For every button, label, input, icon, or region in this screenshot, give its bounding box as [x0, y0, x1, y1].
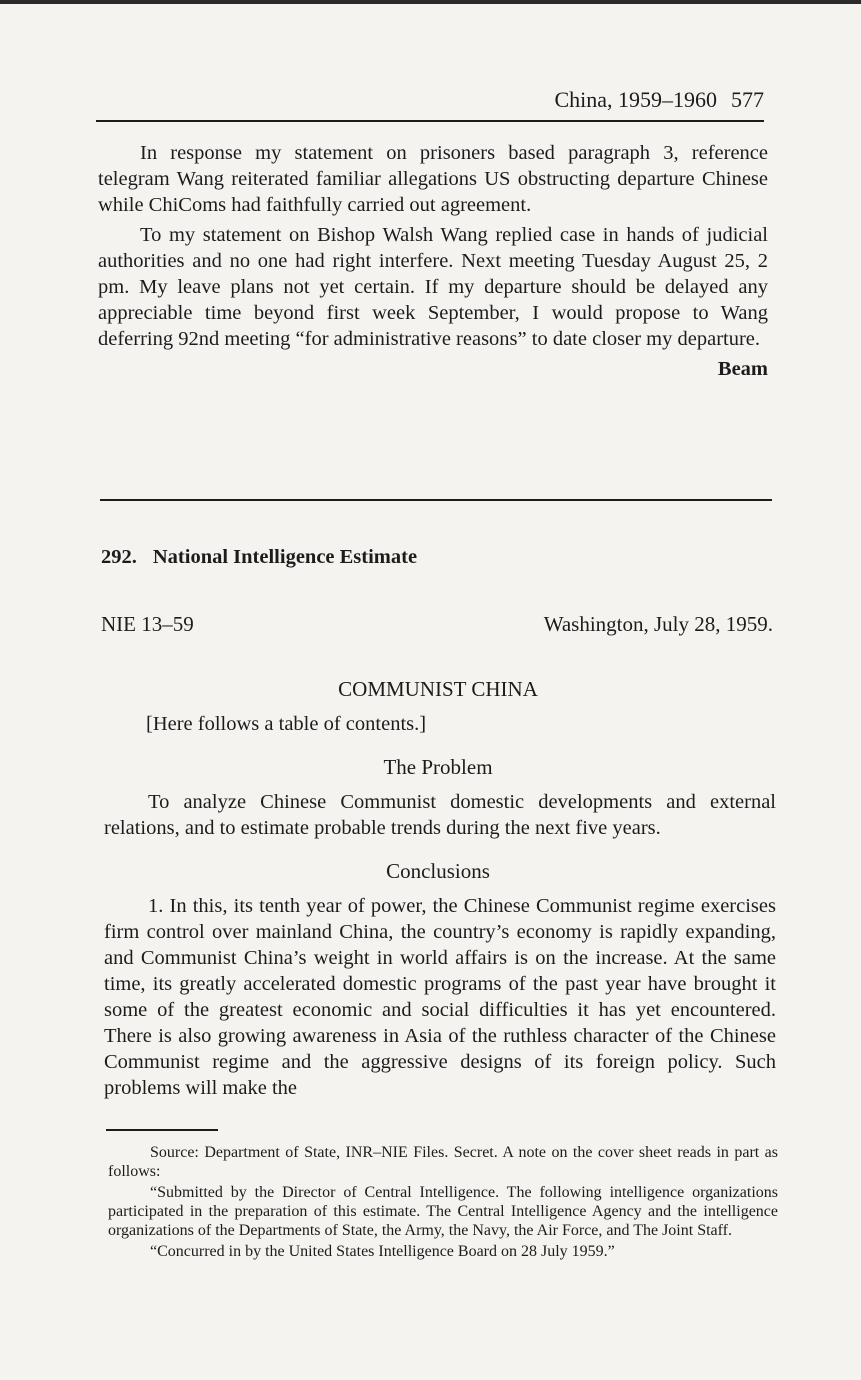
toc-note: [Here follows a table of contents.]: [146, 713, 427, 735]
source-footnote: [108, 1143, 778, 1263]
footnote-quote: “Submitted by the Director of Central Intelligence. The following intelligence organizations participated in the preparation of this estimate. The Central Intelligence Agency and the intelligence organizations of the Departments of State, the Army, the Navy, the Air Force, and The Joint Staff.: [108, 1184, 778, 1239]
estimate-heading: COMMUNIST CHINA: [338, 677, 538, 701]
footnote-quote: “Concurred in by the United States Intelligence Board on 28 July 1959.”: [150, 1243, 615, 1260]
signature: Beam: [717, 358, 768, 380]
conclusions-heading: Conclusions: [386, 859, 490, 883]
section-divider: [100, 499, 772, 501]
paragraph: In response my statement on prisoners based paragraph 3, reference telegram Wang reiterated familiar allegations US obstructing departure Chinese while ChiComs had faithfully carried out agreement.: [98, 142, 768, 216]
footnote-source: Source: Department of State, INR–NIE Files. Secret. A note on the cover sheet reads in part as follows:: [108, 1144, 778, 1180]
conclusion-paragraph: 1. In this, its tenth year of power, the Chinese Communist regime exercises firm control over mainland China, the country’s economy is rapidly expanding, and Communist China’s weight in world affairs is on the increase. At the same time, its greatly accelerated domestic programs of the past year have brought it some of the greatest economic and social difficulties it has yet encountered. There is also growing awareness in Asia of the ruthless character of the Chinese Communist regime and the aggressive designs of its foreign policy. Such problems will make the: [104, 895, 776, 1099]
running-title: China, 1959–1960: [554, 87, 717, 112]
footnote-rule: [106, 1129, 218, 1131]
place-date: Washington, July 28, 1959.: [543, 612, 773, 636]
paragraph: To my statement on Bishop Walsh Wang replied case in hands of judicial authorities and no one had right interfere. Next meeting Tuesday August 25, 2 pm. My leave plans not yet certain. If my departure should be delayed any appreciable time beyond first week September, I would propose to Wang deferring 92nd meeting “for administrative reasons” to date closer my departure.: [98, 224, 768, 350]
document-title-text: National Intelligence Estimate: [152, 546, 418, 568]
document-title: [101, 546, 417, 569]
page-number: 577: [731, 87, 764, 112]
document-dateline: [101, 612, 773, 637]
problem-heading: The Problem: [383, 755, 493, 779]
document-number: 292.: [101, 546, 137, 568]
running-header: [96, 86, 764, 114]
header-rule: [96, 120, 764, 122]
nie-identifier: NIE 13–59: [101, 612, 194, 636]
scan-top-edge: [0, 0, 861, 4]
problem-text: To analyze Chinese Communist domestic developments and external relations, and to estimate probable trends during the next five years.: [104, 791, 776, 839]
continuation-text: [98, 140, 768, 382]
